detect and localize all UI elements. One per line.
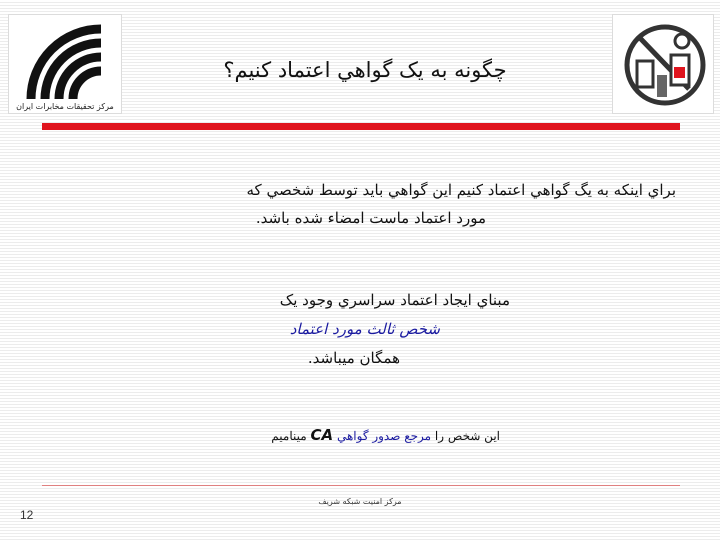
left-logo bbox=[8, 14, 122, 114]
ca-line-suffix: مينامیم bbox=[271, 429, 307, 443]
paragraph-trusted-third-party bbox=[40, 286, 510, 373]
sharif-network-security-logo-icon bbox=[619, 19, 707, 109]
ca-acronym: CA bbox=[310, 426, 334, 444]
paragraph-trust-requirement bbox=[40, 176, 676, 232]
paragraph-1-line-2: مورد اعتماد ماست امضاء شده باشد. bbox=[255, 209, 486, 227]
paragraph-1-line-1: براي اينکه به يگ گواهي اعتماد کنيم اين گواهي بايد توسط شخصي که bbox=[246, 181, 676, 199]
page-number: 12 bbox=[20, 508, 34, 522]
itrc-logo-icon bbox=[23, 21, 109, 101]
paragraph-2-line-3: همگان ميباشد. bbox=[307, 349, 400, 367]
footer-divider bbox=[42, 485, 680, 486]
title-divider-bar bbox=[42, 123, 680, 130]
slide-title: چگونه به يک گواهي اعتماد کنيم؟ bbox=[223, 58, 507, 82]
paragraph-2-line-1: مبناي ايجاد اعتماد سراسري وجود يک bbox=[279, 291, 510, 309]
footer-text: مرکز امنیت شبکه شریف bbox=[318, 497, 402, 506]
ca-definition-line bbox=[100, 426, 500, 444]
right-logo bbox=[612, 14, 714, 114]
ca-line-highlight: مرجع صدور گواهي bbox=[336, 429, 432, 443]
paragraph-2-line-2: شخص ثالث مورد اعتماد bbox=[289, 320, 440, 338]
ca-line-prefix: اين شخص را bbox=[434, 429, 500, 443]
left-logo-caption: مرکز تحقیقات مخابرات ایران bbox=[16, 102, 114, 111]
